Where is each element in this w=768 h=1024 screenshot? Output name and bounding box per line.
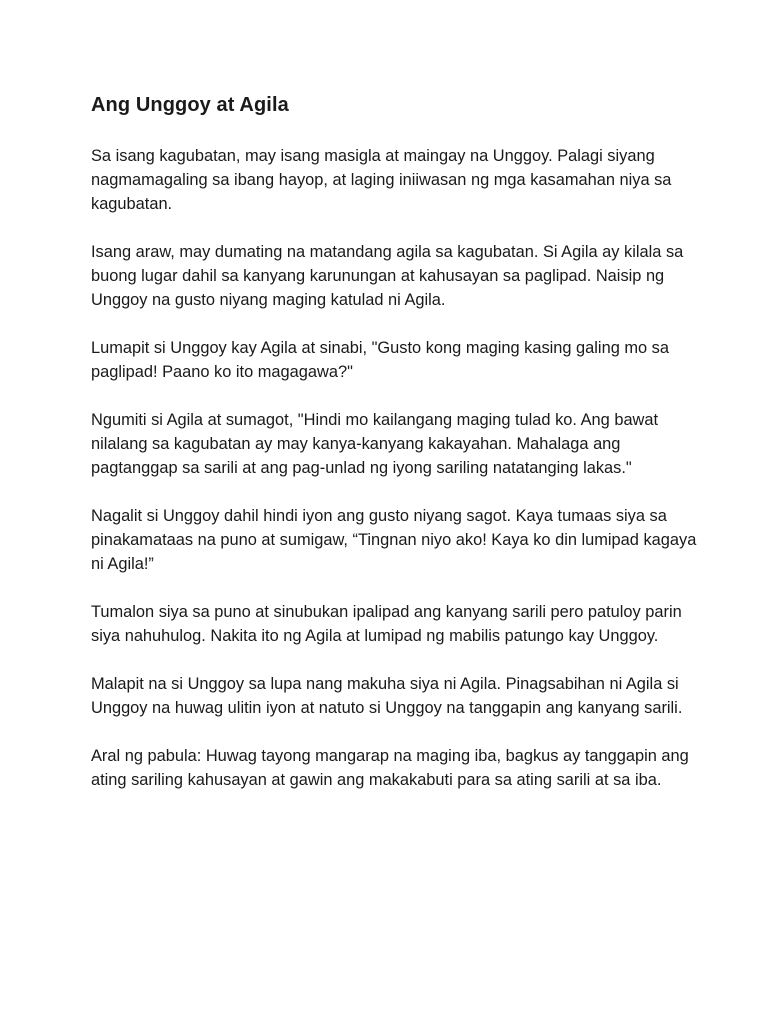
paragraph-5: Nagalit si Unggoy dahil hindi iyon ang gusto niyang sagot. Kaya tumaas siya sa pinakamataas na puno at sumigaw, “Tingnan niyo ako! Kaya ko din lumipad kagaya ni Agila!” (91, 507, 697, 573)
document-body (91, 90, 703, 816)
paragraph-7: Malapit na si Unggoy sa lupa nang makuha siya ni Agila. Pinagsabihan ni Agila si Unggoy na huwag ulitin iyon at natuto si Unggoy na tanggapin ang kanyang sarili. (91, 675, 683, 717)
paragraph-1: Sa isang kagubatan, may isang masigla at maingay na Unggoy. Palagi siyang nagmamagaling sa ibang hayop, at laging iniiwasan ng mga kasamahan niya sa kagubatan. (91, 147, 672, 213)
paragraph-3: Lumapit si Unggoy kay Agila at sinabi, "Gusto kong maging kasing galing mo sa paglipad! Paano ko ito magagawa?" (91, 339, 669, 381)
paragraph-6: Tumalon siya sa puno at sinubukan ipalipad ang kanyang sarili pero patuloy parin siya nahuhulog. Nakita ito ng Agila at lumipad ng mabilis patungo kay Unggoy. (91, 603, 682, 645)
document-title: Ang Unggoy at Agila (91, 94, 289, 116)
paragraph-4: Ngumiti si Agila at sumagot, "Hindi mo kailangang maging tulad ko. Ang bawat nilalang sa kagubatan ay may kanya-kanyang kakayahan. Mahalaga ang pagtanggap sa sarili at ang pag-unlad ng iyong sariling natatanging lakas." (91, 411, 659, 477)
paragraph-moral: Aral ng pabula: Huwag tayong mangarap na maging iba, bagkus ay tanggapin ang ating sariling kahusayan at gawin ang makakabuti para sa ating sarili at sa iba. (91, 747, 689, 789)
paragraph-2: Isang araw, may dumating na matandang agila sa kagubatan. Si Agila ay kilala sa buong lugar dahil sa kanyang karunungan at kahusayan sa paglipad. Naisip ng Unggoy na gusto niyang maging katulad ni Agila. (91, 243, 684, 309)
